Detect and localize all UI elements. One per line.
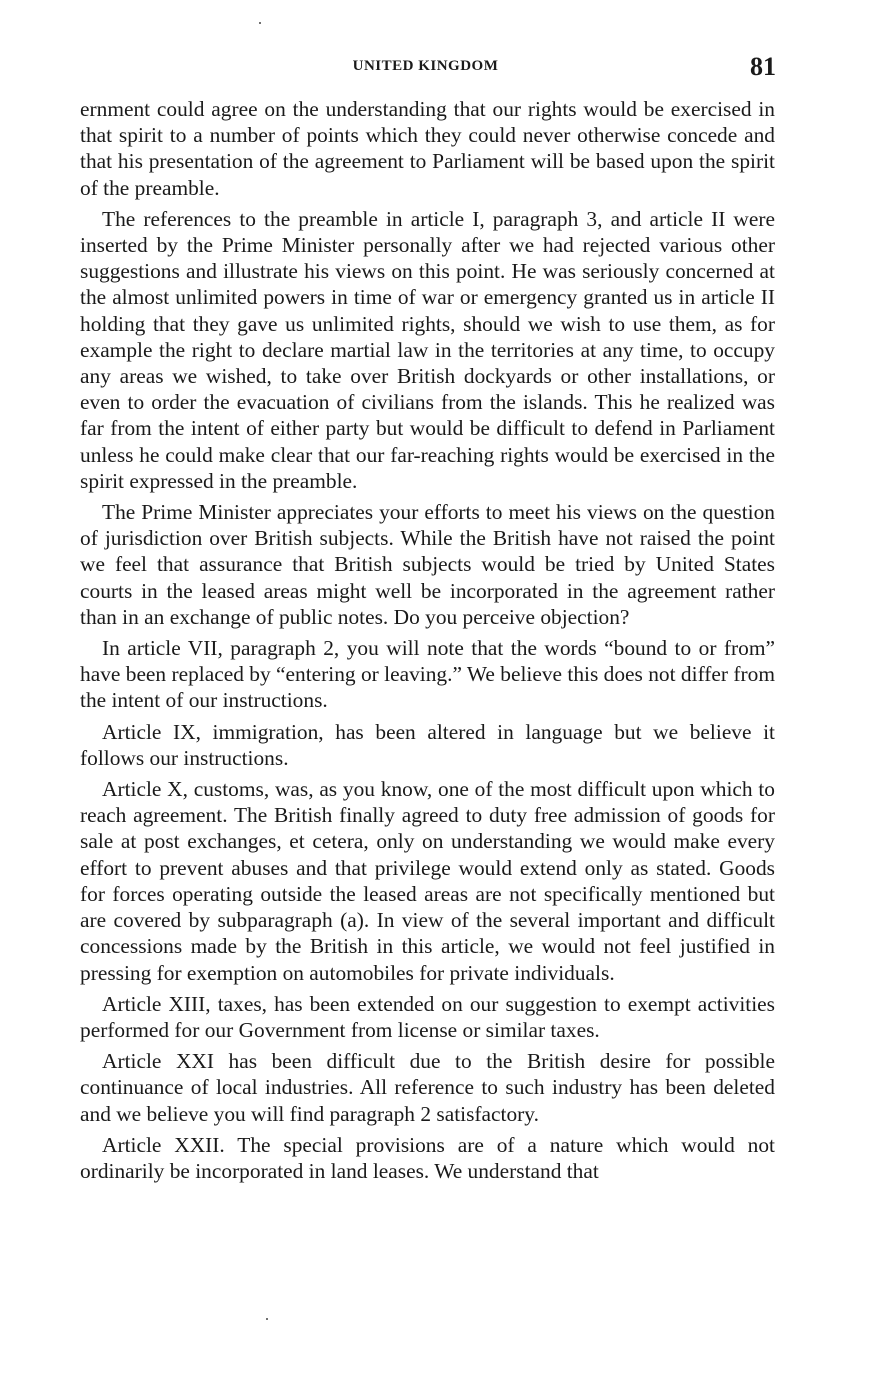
paragraph-jurisdiction: The Prime Minister appreciates your efforts to meet his views on the question of jurisdiction over British subjects. While the British have not raised the point we feel that assurance that British subjects would be tried by United States courts in the leased areas might well be incorporated in the agreement rather than in an exchange of public notes. Do you perceive objection?: [80, 500, 775, 629]
paragraph-article-x: Article X, customs, was, as you know, one of the most difficult upon which to reach agreement. The British finally agreed to duty free admission of goods for sale at post exchanges, et cetera, only on understanding we would make every effort to prevent abuses and that privilege would extend only as stated. Goods for forces operating outside the leased areas are not specifically mentioned but are covered by subparagraph (a). In view of the several important and difficult concessions made by the British in this article, we would not feel justified in pressing for exemption on automobiles for private individuals.: [80, 777, 775, 985]
paragraph-article-xxii: Article XXII. The special provisions are of a nature which would not ordinarily be incorporated in land leases. We understand that: [80, 1132, 775, 1183]
scan-speck: [259, 22, 261, 24]
paragraph-article-xxi: Article XXI has been difficult due to the British desire for possible continuance of local industries. All reference to such industry has been deleted and we believe you will find paragraph 2 satisfactory.: [80, 1049, 775, 1126]
running-header-title: UNITED KINGDOM: [352, 58, 499, 74]
paragraph-preamble-references: The references to the preamble in article I, paragraph 3, and article II were inserted by the Prime Minister personally after we had rejected various other suggestions and illustrate his views on this point. He was seriously concerned at the almost unlimited powers in time of war or emergency granted us in article II holding that they gave us unlimited rights, should we wish to use them, as for example the right to declare martial law in the territories at any time, to occupy any areas we wished, to take over British dockyards or other installations, or even to order the evacuation of civilians from the islands. This he realized was far from the intent of either party but would be difficult to defend in Parliament unless he could make clear that our far-reaching rights would be exercised in the spirit expressed in the preamble.: [80, 206, 775, 493]
paragraph-article-vii: In article VII, paragraph 2, you will note that the words “bound to or from” have been replaced by “entering or leaving.” We believe this does not differ from the intent of our instructions.: [80, 636, 775, 713]
paragraph-article-xiii: Article XIII, taxes, has been extended on our suggestion to exempt activities performed for our Government from license or similar taxes.: [80, 991, 775, 1042]
paragraph-continued: ernment could agree on the understanding that our rights would be exercised in that spirit to a number of points which they could never otherwise concede and that his presentation of the agreement to Parliament will be based upon the spirit of the preamble.: [80, 97, 775, 200]
scan-speck: [266, 1318, 268, 1320]
paragraph-article-ix: Article IX, immigration, has been altered in language but we believe it follows our instructions.: [80, 719, 775, 770]
body-text: [80, 96, 775, 1189]
page-number: 81: [750, 52, 776, 81]
